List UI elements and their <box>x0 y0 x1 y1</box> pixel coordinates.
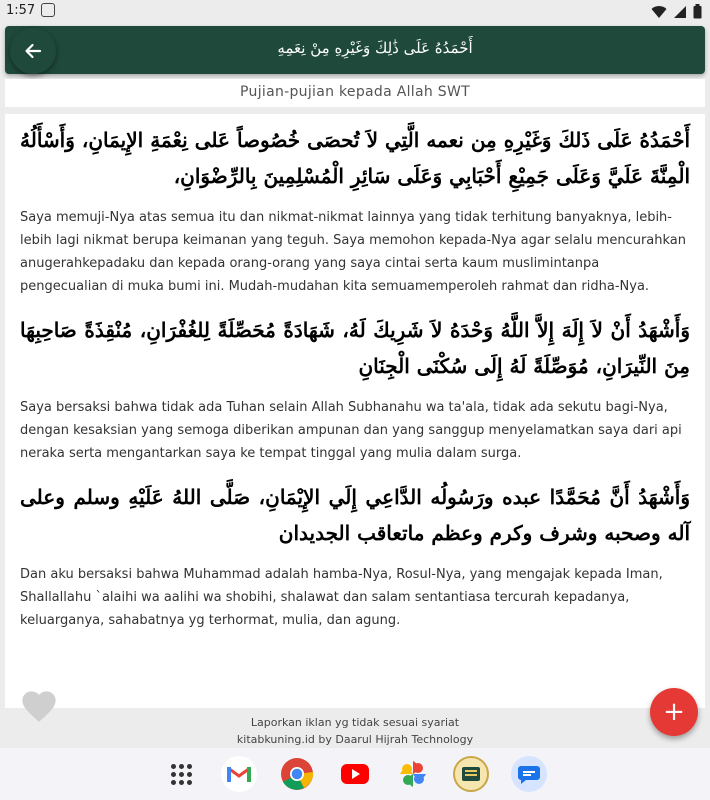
signal-icon <box>673 5 687 19</box>
plus-icon: + <box>663 697 685 727</box>
chapter-subtitle: Pujian-pujian kepada Allah SWT <box>5 79 705 107</box>
back-button[interactable] <box>10 28 56 74</box>
content-card <box>5 114 705 708</box>
app-bar <box>5 26 705 74</box>
page-title: أَحْمَدُهُ عَلَى ذَٰلِكَ وَغَيْرِهِ مِنْ نِعَمِهِ <box>277 39 473 57</box>
arabic-text: وَأَشْهَدُ أَنْ لاَ إِلَهَ إِلاَّ اللَّهُ وَحْدَهُ لاَ شَرِيكَ لَهُ، شَهَادَةً مُحَصِّلَةً لِلغُفْرَانِ، مُنْقِذَةً صَاحِبِهَا مِنَ النِّيرَانِ، مُوَصِّلَةً لَهُ إِلَى سُكْنَى الْجِنَانِ <box>20 318 690 378</box>
kitab-app-icon[interactable] <box>453 756 489 792</box>
arrow-back-icon <box>24 42 42 60</box>
notification-icon <box>41 3 55 17</box>
translation-text: Dan aku bersaksi bahwa Muhammad adalah hamba-Nya, Rosul-Nya, yang mengajak kepada Iman, Shallallahu `alaihi wa aalihi wa shobihi, shalawat dan salam sentantiasa tercurah kepadanya, keluarganya, sahabatnya yg terhormat, mulia, dan agung. <box>20 567 663 628</box>
chrome-icon[interactable] <box>279 756 315 792</box>
app-dock <box>0 748 710 800</box>
wifi-icon <box>651 5 667 19</box>
translation-text: Saya memuji-Nya atas semua itu dan nikmat-nikmat lainnya yang tidak terhitung banyaknya, lebih-lebih lagi nikmat berupa keimanan yang teguh. Saya memohon kepada-Nya agar selalu mencurahkan anugerahkepadaku dan kepada orang-orang yang saya cintai serta kaum muslimintanpa pengecualian di muka bumi ini. Mudah-mudahan kita semuamemperoleh rahmat dan ridha-Nya. <box>20 210 686 294</box>
gmail-icon[interactable] <box>221 756 257 792</box>
status-icons <box>651 4 702 19</box>
status-bar <box>0 0 710 22</box>
report-ad-link[interactable]: Laporkan iklan yg tidak sesuai syariat <box>250 716 460 729</box>
youtube-icon[interactable] <box>337 756 373 792</box>
translation-text: Saya bersaksi bahwa tidak ada Tuhan selain Allah Subhanahu wa ta'ala, tidak ada sekutu bagi-Nya, dengan kesaksian yang semoga diberikan ampunan dan yang sanggup menyelamatkan saya dari api neraka serta mengantarkan saya ke tempat tinggal yang mulia dalam surga. <box>20 400 682 461</box>
arabic-text: أَحْمَدُهُ عَلَى ذَلكَ وَغَيْرِهِ مِن نعمه الَّتِي لاَ تُحصَى خُصُوصاً عَلى نِعْمَةِ الإِيمَانِ، وَأَسْأَلُهُ الْمِنَّةَ عَلَيَّ وَعَلَى جَمِيْعِ أَحْبَابِي وَعَلَى سَائِرِ الْمُسْلِمِينَ بِالرِّضْوَانِ، <box>20 128 690 188</box>
footer <box>0 714 710 748</box>
messages-icon[interactable] <box>511 756 547 792</box>
status-time: 1:57 <box>6 3 36 18</box>
photos-icon[interactable] <box>395 756 431 792</box>
apps-grid-icon[interactable] <box>163 756 199 792</box>
credit-text: kitabkuning.id by Daarul Hijrah Technology <box>236 733 474 746</box>
battery-icon <box>693 4 702 19</box>
arabic-text: وَأَشْهَدُ أَنَّ مُحَمَّدًا عبده ورَسُولُه الدَّاعِي إِلَي الإِيْمَانِ، صَلَّى اللهُ عَلَيْهِ وسلم وعلى آله وصحبه وشرف وكرم وعظم ماتعاقب الجديدان <box>20 485 690 545</box>
